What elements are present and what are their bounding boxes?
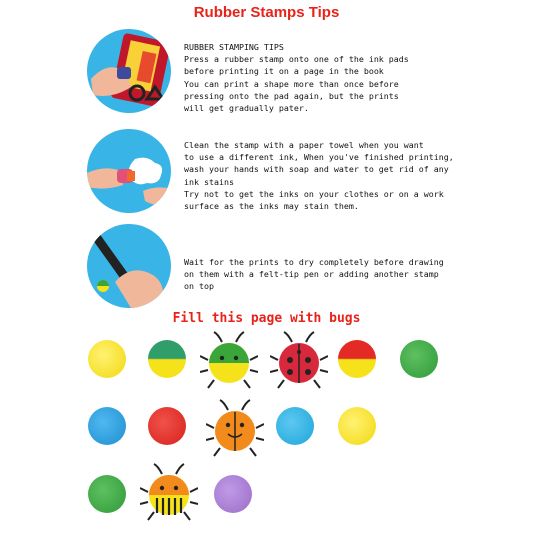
cyan-stamp-dot — [276, 407, 314, 445]
tip-text-1: RUBBER STAMPING TIPS Press a rubber stamp onto one of the ink pads before printing it on a page in the book You can print a shape more than once before pressing onto the pad again, but the prints will get gradually pater. — [184, 42, 409, 114]
green-yellow-stamp-dot — [148, 340, 186, 378]
clean-stamp-icon — [87, 129, 171, 213]
green-stamp-dot-2 — [88, 475, 126, 513]
tip-text-2: Clean the stamp with a paper towel when you want to use a different ink, When you've finished printing, wash your hands with soap and water to get rid of any ink stains Try not to get the inks on your clothes or on a work surface as the inks may stain them. — [184, 140, 454, 212]
striped-orange-bug-icon — [140, 462, 198, 524]
tip-illustration-1 — [87, 29, 171, 113]
fill-page-heading: Fill this page with bugs — [172, 311, 361, 326]
page-title: Rubber Stamps Tips — [193, 4, 340, 21]
orange-bug-icon — [206, 398, 264, 458]
red-stamp-dot — [148, 407, 186, 445]
red-yellow-stamp-dot — [338, 340, 376, 378]
yellow-stamp-dot — [88, 340, 126, 378]
green-yellow-bug-icon — [200, 330, 258, 390]
green-stamp-dot — [400, 340, 438, 378]
stamp-on-ink-pad-icon — [87, 29, 171, 113]
tip-illustration-3 — [87, 224, 171, 308]
blue-stamp-dot — [88, 407, 126, 445]
purple-stamp-dot — [214, 475, 252, 513]
tip-text-3: Wait for the prints to dry completely before drawing on them with a felt-tip pen or adding another stamp on top — [184, 257, 444, 292]
tip-illustration-2 — [87, 129, 171, 213]
felt-tip-pen-icon — [87, 224, 171, 308]
red-ladybug-icon — [270, 330, 328, 390]
yellow-stamp-dot-2 — [338, 407, 376, 445]
